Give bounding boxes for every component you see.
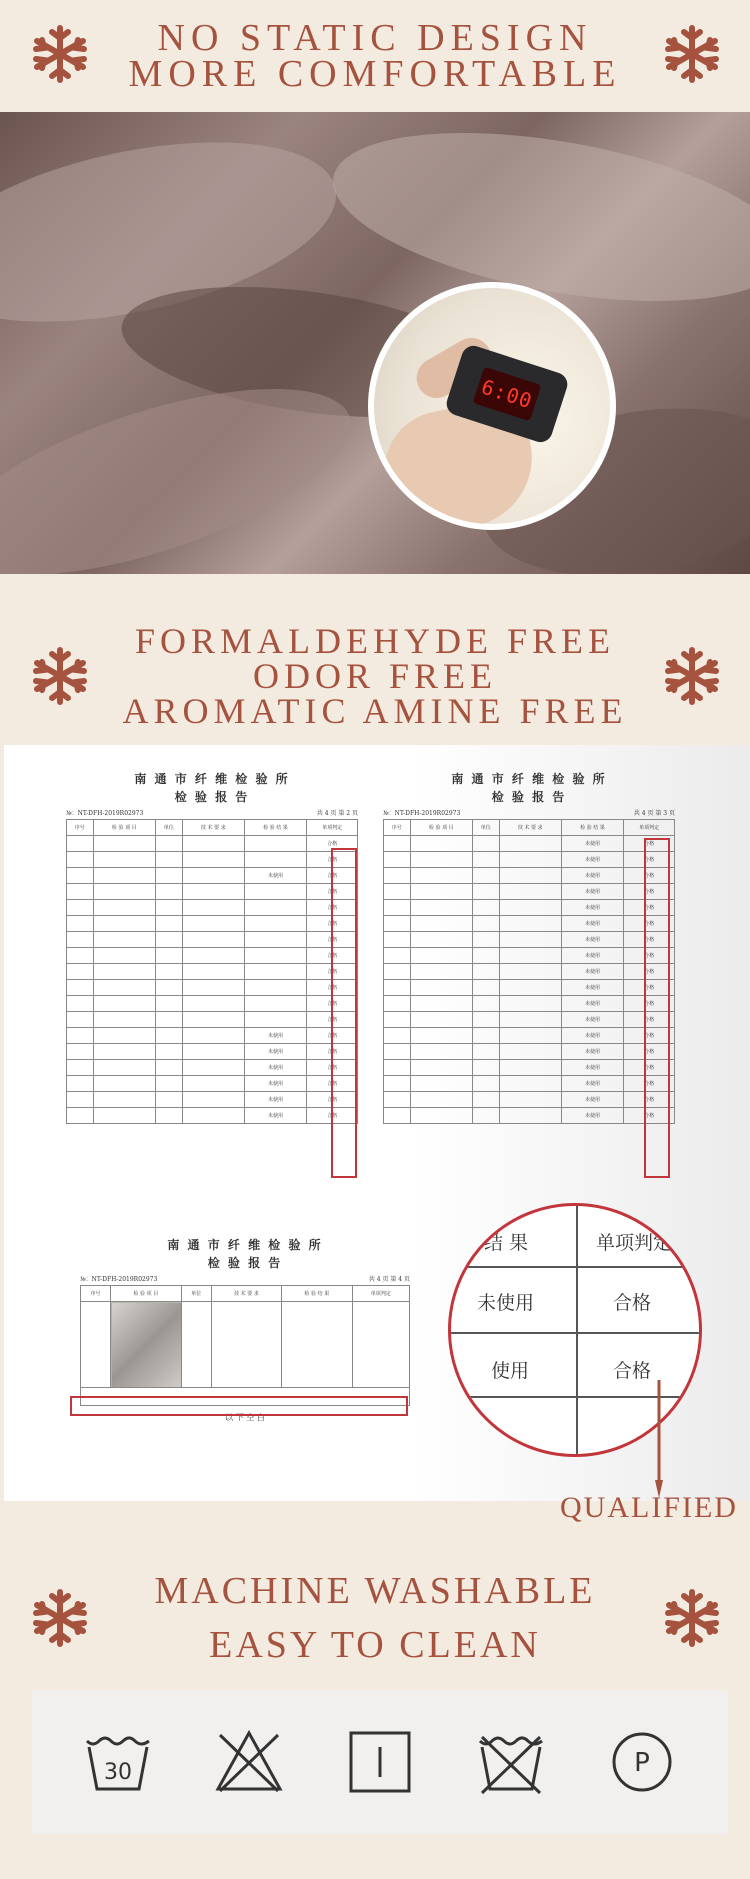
snowflake-icon [30, 24, 90, 84]
value-cell: 未使用 [561, 1012, 623, 1028]
highlight-box [644, 838, 670, 1178]
sample-photo [111, 1302, 181, 1388]
result-cell: 合格 [624, 868, 675, 884]
result-cell: 合格 [624, 852, 675, 868]
zoom-header-result: 验 结 果 [459, 1232, 529, 1254]
column-header: 检 验 项 目 [410, 820, 472, 836]
result-cell: 合格 [307, 836, 358, 852]
table-row [67, 996, 358, 1012]
result-cell: 合格 [307, 852, 358, 868]
snowflake-icon [662, 646, 722, 706]
result-cell: 合格 [624, 1028, 675, 1044]
blanket-photo [0, 112, 750, 574]
result-cell: 合格 [624, 1044, 675, 1060]
result-cell: 合格 [307, 964, 358, 980]
value-cell: 未使用 [244, 1108, 306, 1124]
table-row [384, 996, 675, 1012]
column-header: 技 术 要 求 [211, 1286, 281, 1302]
value-cell: 未使用 [561, 1028, 623, 1044]
arrow-down-icon [655, 1380, 663, 1500]
result-cell: 合格 [624, 1012, 675, 1028]
report-title: 南 通 市 纤 维 检 验 所 [167, 1238, 323, 1252]
test-report-page-2 [66, 770, 358, 1124]
result-cell: 合格 [624, 884, 675, 900]
value-cell: 未使用 [561, 1092, 623, 1108]
table-row [384, 980, 675, 996]
headline-line: MORE COMFORTABLE [128, 53, 622, 95]
value-cell: 未使用 [561, 900, 623, 916]
column-header: 检 验 项 目 [111, 1286, 181, 1302]
column-header: 技 术 要 求 [182, 820, 244, 836]
result-cell: 合格 [307, 1044, 358, 1060]
table-row [384, 1044, 675, 1060]
value-cell: 未使用 [244, 1028, 306, 1044]
result-cell: 合格 [307, 1108, 358, 1124]
value-cell: 未使用 [561, 1044, 623, 1060]
zoom-cell-value: 未使用 [477, 1292, 535, 1314]
table-row [67, 1012, 358, 1028]
headline-line: FORMALDEHYDE FREE [134, 620, 615, 661]
result-cell: 合格 [307, 868, 358, 884]
value-cell: 未使用 [244, 1044, 306, 1060]
result-cell: 合格 [307, 884, 358, 900]
headline-bottom [154, 1564, 595, 1672]
table-row [67, 964, 358, 980]
zoom-magnifier [448, 1203, 702, 1457]
result-cell: 合格 [307, 948, 358, 964]
snowflake-icon [662, 1588, 722, 1648]
zoom-header-verdict: 单项判定 [596, 1232, 673, 1254]
table-row [67, 852, 358, 868]
table-row [67, 1044, 358, 1060]
column-header: 序号 [67, 820, 94, 836]
table-header-row [384, 820, 675, 836]
result-cell: 合格 [307, 932, 358, 948]
result-cell: 合格 [307, 1028, 358, 1044]
headline-line: ODOR FREE [252, 655, 498, 696]
table-row [384, 852, 675, 868]
headline-line: MACHINE WASHABLE [154, 1570, 596, 1612]
value-cell: 未使用 [561, 836, 623, 852]
column-header: 检 验 结 果 [561, 820, 623, 836]
report-table [383, 819, 675, 1124]
value-cell: 未使用 [561, 852, 623, 868]
table-row [67, 932, 358, 948]
dry-clean-p-icon [607, 1727, 677, 1797]
column-header: 单位 [155, 820, 182, 836]
result-cell: 合格 [624, 1060, 675, 1076]
result-cell: 合格 [624, 1092, 675, 1108]
column-header: 单位 [181, 1286, 211, 1302]
table-row [384, 836, 675, 852]
tumble-dry-line-icon [345, 1727, 415, 1797]
table-row [384, 868, 675, 884]
report-number: №：NT-DFH-2019R02973 [383, 810, 461, 817]
table-row [384, 1060, 675, 1076]
bottom-banner [0, 1548, 750, 1688]
report-subtitle: 检 验 报 告 [491, 790, 567, 804]
table-row [384, 884, 675, 900]
report-subtitle: 检 验 报 告 [207, 1256, 283, 1270]
column-header: 检 验 项 目 [93, 820, 155, 836]
column-header: 序号 [384, 820, 411, 836]
test-report-page-4 [80, 1236, 410, 1423]
table-row [384, 948, 675, 964]
middle-banner [0, 612, 750, 740]
table-row [384, 1028, 675, 1044]
dry-clean-letter: P [634, 1748, 651, 1778]
result-cell: 合格 [624, 948, 675, 964]
table-row [67, 1076, 358, 1092]
care-symbols-panel [32, 1690, 728, 1834]
report-title: 南 通 市 纤 维 检 验 所 [134, 772, 290, 786]
headline-line: EASY TO CLEAN [209, 1624, 541, 1666]
do-not-wash-icon [476, 1727, 546, 1797]
result-cell: 合格 [307, 980, 358, 996]
table-row [384, 1076, 675, 1092]
result-cell: 合格 [307, 1092, 358, 1108]
result-cell: 合格 [624, 1076, 675, 1092]
report-footer: 以 下 空 白 [225, 1413, 265, 1422]
result-cell: 合格 [624, 980, 675, 996]
table-row [67, 980, 358, 996]
headline-line: AROMATIC AMINE FREE [122, 690, 628, 731]
report-table [66, 819, 358, 1124]
value-cell: 未使用 [561, 1060, 623, 1076]
headline-line: NO STATIC DESIGN [157, 17, 593, 59]
value-cell: 未使用 [561, 916, 623, 932]
table-row [384, 1092, 675, 1108]
result-cell: 合格 [624, 836, 675, 852]
snowflake-icon [662, 24, 722, 84]
qualified-label: QUALIFIED [560, 1491, 738, 1524]
column-header: 检 验 结 果 [282, 1286, 352, 1302]
table-row [67, 1060, 358, 1076]
result-cell: 合格 [624, 900, 675, 916]
result-cell: 合格 [624, 996, 675, 1012]
column-header: 检 验 结 果 [244, 820, 306, 836]
zoom-cell-value: 使用 [491, 1360, 530, 1382]
highlight-box [331, 848, 357, 1178]
result-cell: 合格 [624, 916, 675, 932]
highlight-box [70, 1396, 408, 1416]
top-banner [0, 0, 750, 112]
value-cell: 未使用 [561, 996, 623, 1012]
result-cell: 合格 [307, 900, 358, 916]
wash-30-icon [83, 1727, 153, 1797]
result-cell: 合格 [624, 964, 675, 980]
report-page: 共 4 页 第 4 页 [368, 1276, 410, 1283]
table-row [384, 932, 675, 948]
report-number: №：NT-DFH-2019R02973 [80, 1276, 158, 1283]
report-page: 共 4 页 第 2 页 [316, 810, 358, 817]
table-row [67, 884, 358, 900]
result-cell: 合格 [307, 996, 358, 1012]
table-row [384, 916, 675, 932]
column-header: 技 术 要 求 [499, 820, 561, 836]
result-cell: 合格 [624, 932, 675, 948]
result-cell: 合格 [307, 916, 358, 932]
no-bleach-icon [214, 1727, 284, 1797]
column-header: 单项判定 [624, 820, 675, 836]
table-row [384, 964, 675, 980]
table-row [67, 1028, 358, 1044]
snowflake-icon [30, 646, 90, 706]
column-header: 单项判定 [352, 1286, 409, 1302]
table-row [67, 1092, 358, 1108]
static-test-inset [368, 282, 616, 530]
value-cell: 未使用 [561, 884, 623, 900]
report-number: №：NT-DFH-2019R02973 [66, 810, 144, 817]
meter-display: 6:00 [473, 367, 542, 422]
table-row [67, 916, 358, 932]
result-cell: 合格 [307, 1060, 358, 1076]
test-report-page-3 [383, 770, 675, 1124]
value-cell: 未使用 [244, 1060, 306, 1076]
value-cell: 未使用 [244, 1092, 306, 1108]
table-row [67, 1108, 358, 1124]
table-row [384, 1108, 675, 1124]
snowflake-icon [30, 1588, 90, 1648]
table-row [384, 900, 675, 916]
column-header: 单项判定 [307, 820, 358, 836]
headline-top [128, 17, 622, 95]
table-row [67, 948, 358, 964]
table-header-row [67, 820, 358, 836]
table-row [67, 900, 358, 916]
report-table [80, 1285, 410, 1406]
report-page: 共 4 页 第 3 页 [633, 810, 675, 817]
result-cell: 合格 [624, 1108, 675, 1124]
zoom-cell-pass: 合格 [613, 1292, 652, 1314]
column-header: 单位 [472, 820, 499, 836]
report-subtitle: 检 验 报 告 [174, 790, 250, 804]
value-cell: 未使用 [561, 964, 623, 980]
value-cell: 未使用 [244, 1076, 306, 1092]
value-cell: 未使用 [561, 980, 623, 996]
headline-middle [122, 620, 628, 731]
value-cell: 未使用 [561, 948, 623, 964]
report-title: 南 通 市 纤 维 检 验 所 [451, 772, 607, 786]
table-row [67, 836, 358, 852]
result-cell: 合格 [307, 1076, 358, 1092]
column-header: 序号 [81, 1286, 111, 1302]
wash-temperature: 30 [103, 1760, 132, 1785]
result-cell: 合格 [307, 1012, 358, 1028]
value-cell: 未使用 [561, 1108, 623, 1124]
value-cell: 未使用 [561, 868, 623, 884]
value-cell: 未使用 [244, 868, 306, 884]
table-row [384, 1012, 675, 1028]
value-cell: 未使用 [561, 932, 623, 948]
table-row [81, 1302, 410, 1388]
table-row [67, 868, 358, 884]
table-header-row [81, 1286, 410, 1302]
zoom-cell-pass: 合格 [613, 1360, 652, 1382]
value-cell: 未使用 [561, 1076, 623, 1092]
